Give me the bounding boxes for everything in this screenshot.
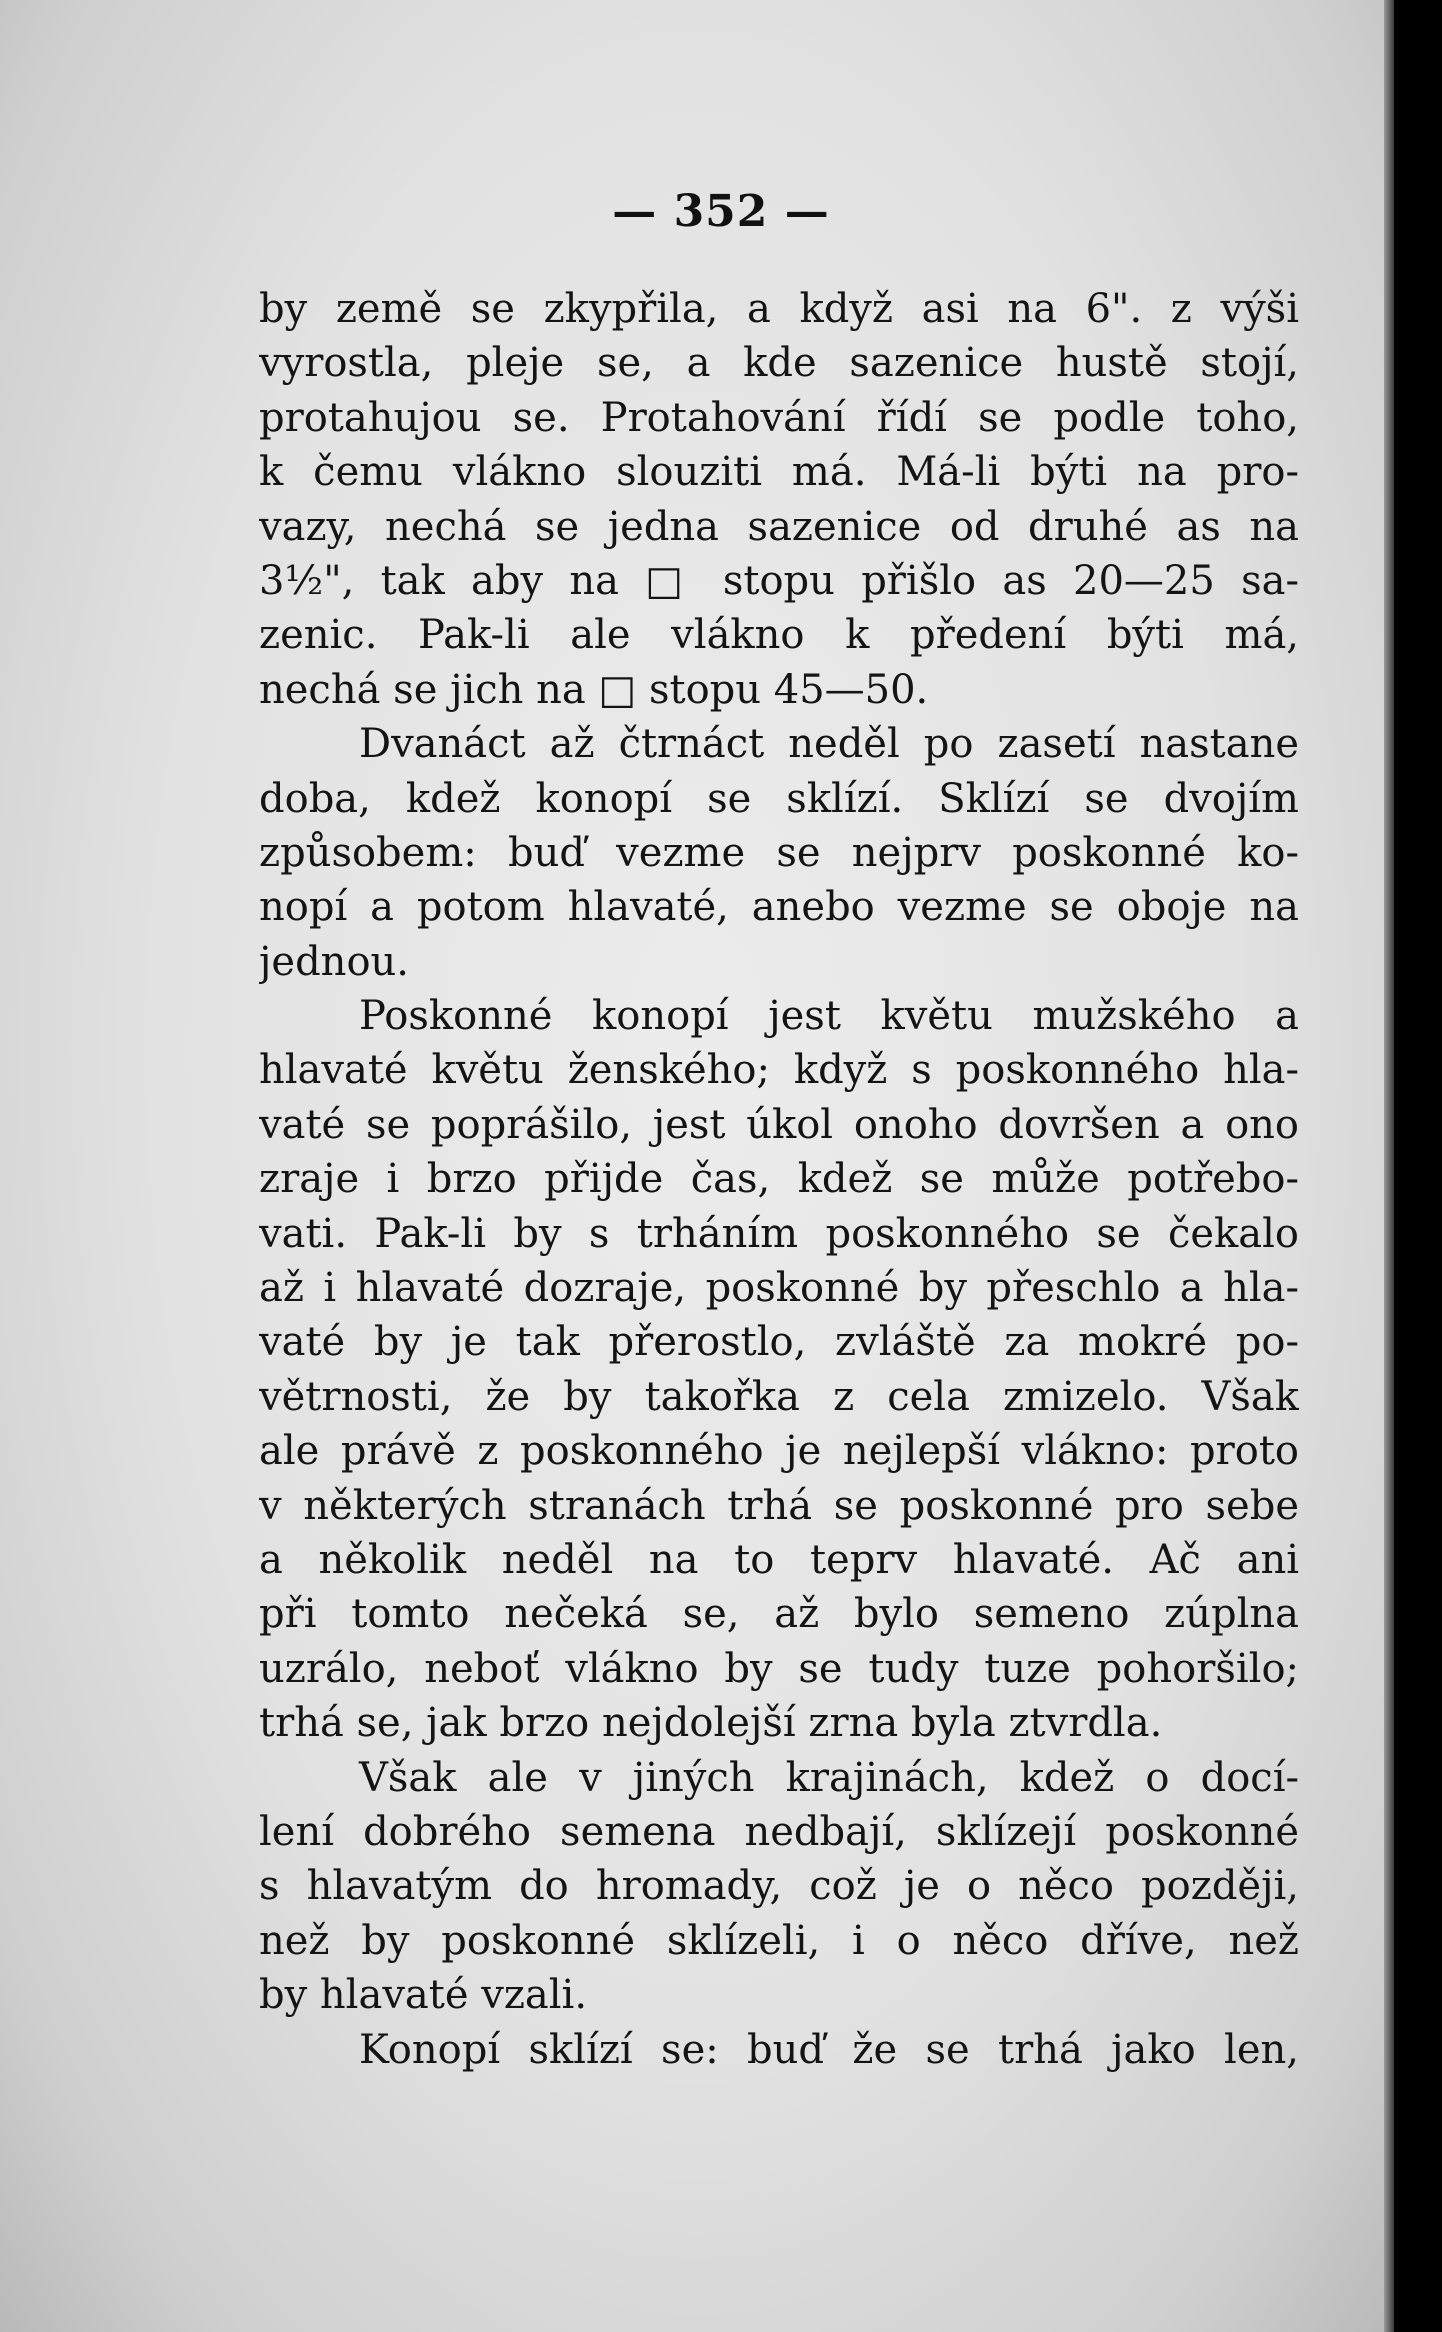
page-number: — 352 — (612, 186, 830, 237)
text-line: trhá se, jak brzo nejdolejší zrna byla ztvrdla. (259, 1700, 1163, 1747)
page-edge (1384, 0, 1394, 2332)
text-line: protahujou se. Protahování řídí se podle toho, (259, 394, 1299, 441)
paragraph-start-line: Dvanáct až čtrnáct neděl po zasetí nastane (359, 721, 1299, 768)
text-line: a několik neděl na to teprv hlavaté. Ač ani (259, 1536, 1299, 1583)
text-line: uzrálo, neboť vlákno by se tudy tuze pohoršilo; (259, 1645, 1299, 1692)
text-line: k čemu vlákno slouziti má. Má-li býti na pro- (259, 449, 1299, 496)
text-line: až i hlavaté dozraje, poskonné by přeschlo a hla- (259, 1265, 1299, 1312)
text-line: 3½", tak aby na □ stopu přišlo as 20—25 sa- (259, 557, 1299, 604)
paragraph-start-line: Konopí sklízí se: buď že se trhá jako len, (359, 2026, 1299, 2073)
text-line: vazy, nechá se jedna sazenice od druhé as na (259, 503, 1299, 550)
text-line: jednou. (259, 938, 409, 985)
text-line: způsobem: buď vezme se nejprv poskonné ko- (259, 829, 1299, 876)
text-line: by hlavaté vzali. (259, 1972, 588, 2019)
paragraph-start-line: Však ale v jiných krajinách, kdež o docí- (359, 1754, 1299, 1801)
text-line: hlavaté květu ženského; když s poskonného hla- (259, 1047, 1299, 1094)
text-line: by země se zkypřila, a když asi na 6". z výši (259, 286, 1299, 332)
text-line: nechá se jich na □ stopu 45—50. (259, 666, 929, 713)
body-text (259, 282, 1299, 2077)
text-line: ale právě z poskonného je nejlepší vlákno: proto (259, 1428, 1299, 1475)
text-line: s hlavatým do hromady, což je o něco později, (259, 1863, 1299, 1910)
text-line: zenic. Pak-li ale vlákno k předení býti má, (259, 612, 1299, 659)
text-line: lení dobrého semena nedbají, sklízejí poskonné (259, 1808, 1299, 1855)
text-line: nopí a potom hlavaté, anebo vezme se oboje na (259, 884, 1299, 931)
text-line: doba, kdež konopí se sklízí. Sklízí se dvojím (259, 775, 1299, 822)
text-line: větrnosti, že by takořka z cela zmizelo. Však (259, 1373, 1299, 1420)
text-line: v některých stranách trhá se poskonné pro sebe (259, 1482, 1299, 1529)
text-line: vaté by je tak přerostlo, zvláště za mokré po- (259, 1319, 1299, 1366)
text-line: vati. Pak-li by s trháním poskonného se čekalo (259, 1210, 1299, 1257)
text-line: vyrostla, pleje se, a kde sazenice hustě stojí, (259, 340, 1299, 387)
text-line: vaté se poprášilo, jest úkol onoho dovršen a ono (259, 1101, 1299, 1148)
text-line: než by poskonné sklízeli, i o něco dříve, než (259, 1917, 1299, 1964)
text-line: při tomto nečeká se, až bylo semeno zúplna (259, 1591, 1299, 1638)
paragraph-start-line: Poskonné konopí jest květu mužského a (359, 993, 1299, 1040)
text-line: zraje i brzo přijde čas, kdež se může potřebo- (259, 1156, 1299, 1203)
